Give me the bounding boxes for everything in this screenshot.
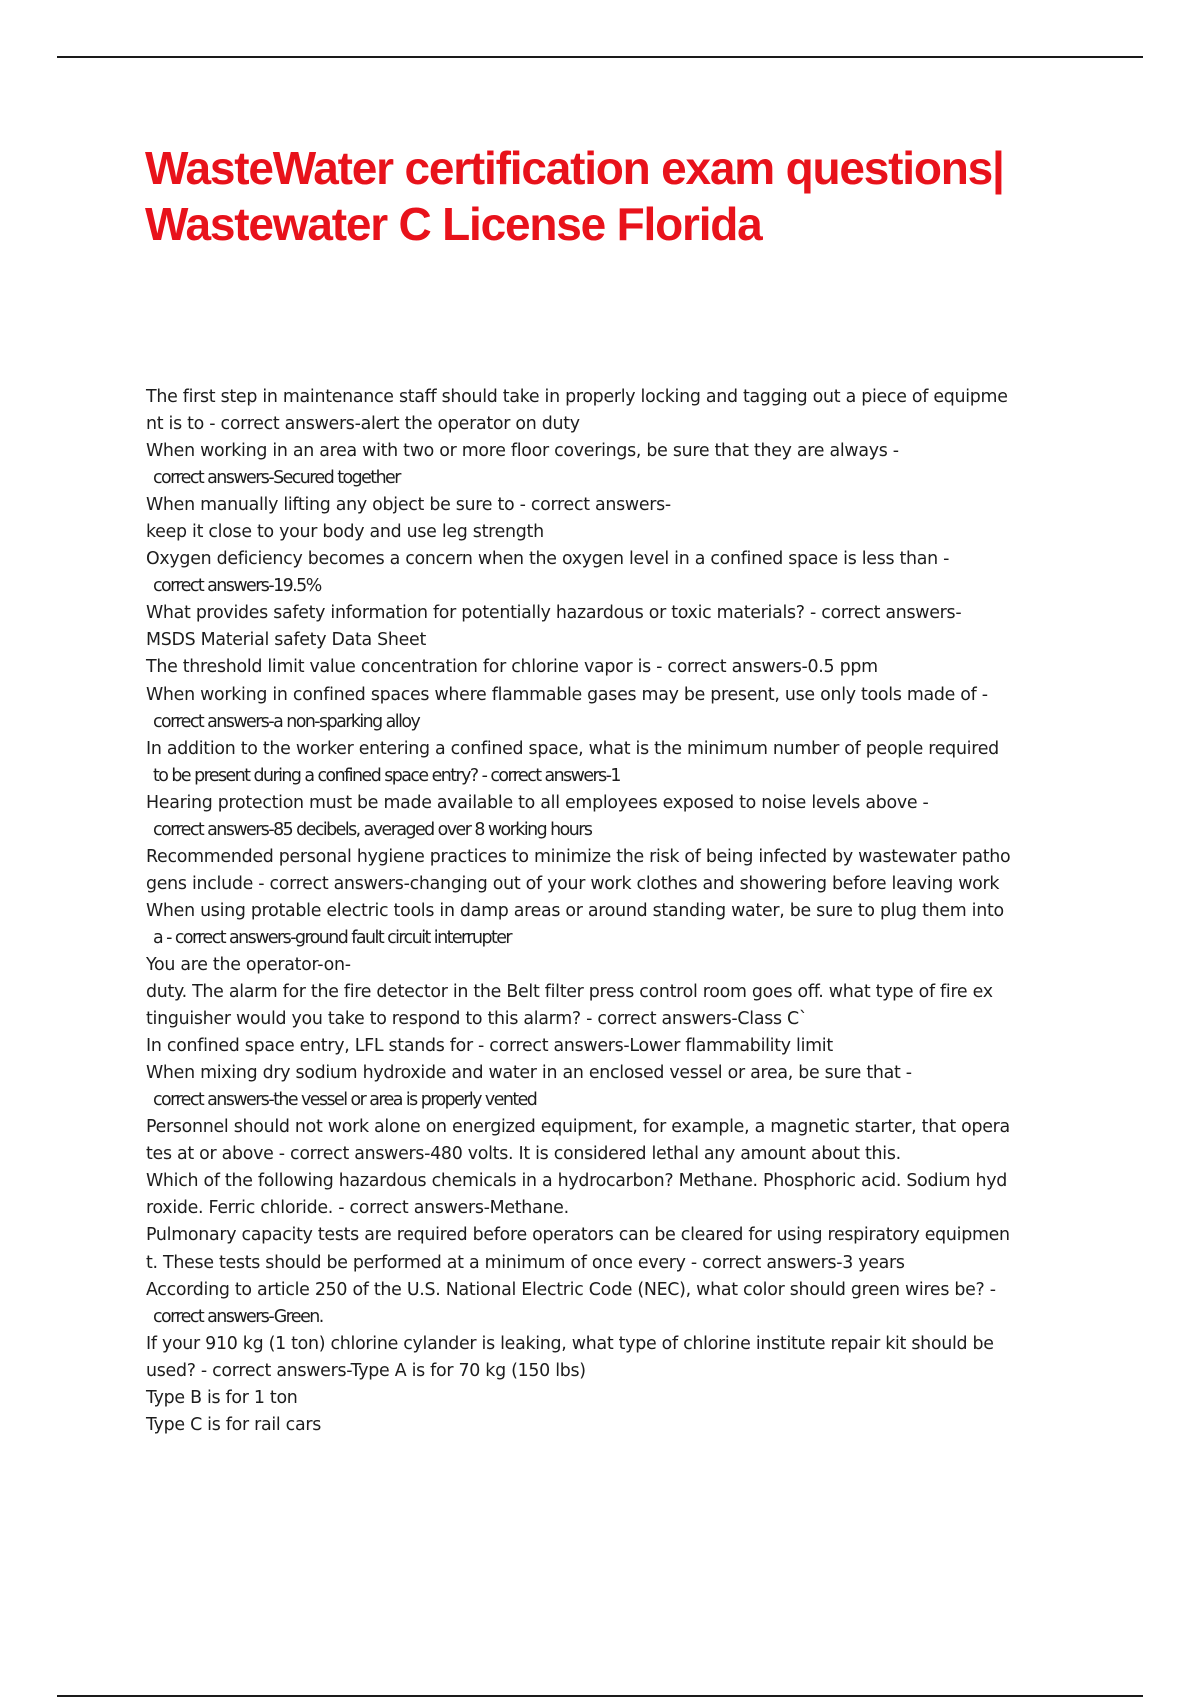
text-line: When working in an area with two or more floor coverings, be sure that they are always -: [146, 441, 899, 462]
text-line: The first step in maintenance staff should take in properly locking and tagging out a piece of equipme: [146, 387, 1008, 407]
text-line: used? - correct answers-Type A is for 70 kg (150 lbs): [146, 1360, 586, 1381]
text-line: duty. The alarm for the fire detector in the Belt filter press control room goes off. what type of fire ex: [146, 982, 993, 1003]
text-line: correct answers-85 decibels, averaged over 8 working hours: [153, 819, 592, 840]
text-line: gens include - correct answers-changing out of your work clothes and showering before leaving work: [146, 873, 1000, 894]
text-line: Which of the following hazardous chemicals in a hydrocarbon? Methane. Phosphoric acid. Sodium hyd: [146, 1171, 1008, 1192]
text-line: You are the operator-on-: [146, 954, 351, 975]
text-line: When working in confined spaces where flammable gases may be present, use only tools made of -: [146, 684, 988, 705]
text-line: What provides safety information for potentially hazardous or toxic materials? - correct answers-: [146, 603, 962, 624]
text-line: correct answers-a non-sparking alloy: [153, 711, 420, 732]
text-line: Hearing protection must be made available to all employees exposed to noise levels above -: [146, 792, 929, 813]
text-line: Recommended personal hygiene practices to minimize the risk of being infected by wastewater patho: [146, 846, 1011, 867]
text-line: nt is to - correct answers-alert the operator on duty: [146, 414, 580, 435]
text-line: In confined space entry, LFL stands for - correct answers-Lower flammability limit: [146, 1036, 833, 1057]
text-line: According to article 250 of the U.S. National Electric Code (NEC), what color should green wires be? -: [146, 1279, 996, 1300]
text-line: When using protable electric tools in damp areas or around standing water, be sure to plug them into: [146, 900, 1004, 921]
text-line: to be present during a confined space entry? - correct answers-1: [153, 765, 620, 786]
text-line: Personnel should not work alone on energized equipment, for example, a magnetic starter, that opera: [146, 1117, 1010, 1138]
text-line: t. These tests should be performed at a minimum of once every - correct answers-3 years: [146, 1252, 905, 1273]
text-line: Type B is for 1 ton: [146, 1387, 298, 1408]
title-line-1: WasteWater certification exam questions|: [145, 142, 1004, 194]
text-line: The threshold limit value concentration for chlorine vapor is - correct answers-0.5 ppm: [146, 657, 878, 678]
text-line: a - correct answers-ground fault circuit interrupter: [153, 927, 512, 948]
title-line-2: Wastewater C License Florida: [145, 198, 762, 250]
text-line: Pulmonary capacity tests are required before operators can be cleared for using respiratory equipmen: [146, 1225, 1010, 1246]
bottom-rule: [57, 1695, 1143, 1697]
text-line: correct answers-Green.: [153, 1306, 323, 1327]
text-line: tinguisher would you take to respond to this alarm? - correct answers-Class C`: [146, 1009, 808, 1030]
text-line: Type C is for rail cars: [146, 1414, 321, 1435]
text-line: In addition to the worker entering a confined space, what is the minimum number of people required: [146, 738, 999, 759]
document-title: [145, 140, 1105, 252]
top-rule: [57, 56, 1143, 58]
text-line: correct answers-the vessel or area is properly vented: [153, 1090, 537, 1111]
text-line: When mixing dry sodium hydroxide and water in an enclosed vessel or area, be sure that -: [146, 1063, 912, 1084]
text-line: correct answers-Secured together: [153, 468, 400, 489]
document-body: [146, 384, 1094, 1439]
text-line: If your 910 kg (1 ton) chlorine cylander is leaking, what type of chlorine institute repair kit should be: [146, 1333, 994, 1354]
text-line: When manually lifting any object be sure to - correct answers-: [146, 495, 671, 516]
text-line: correct answers-19.5%: [153, 576, 321, 597]
text-line: tes at or above - correct answers-480 volts. It is considered lethal any amount about this.: [146, 1144, 901, 1165]
text-line: MSDS Material safety Data Sheet: [146, 630, 427, 651]
text-line: Oxygen deficiency becomes a concern when the oxygen level in a confined space is less than -: [146, 549, 950, 570]
text-line: roxide. Ferric chloride. - correct answers-Methane.: [146, 1198, 569, 1219]
text-line: keep it close to your body and use leg strength: [146, 522, 544, 543]
